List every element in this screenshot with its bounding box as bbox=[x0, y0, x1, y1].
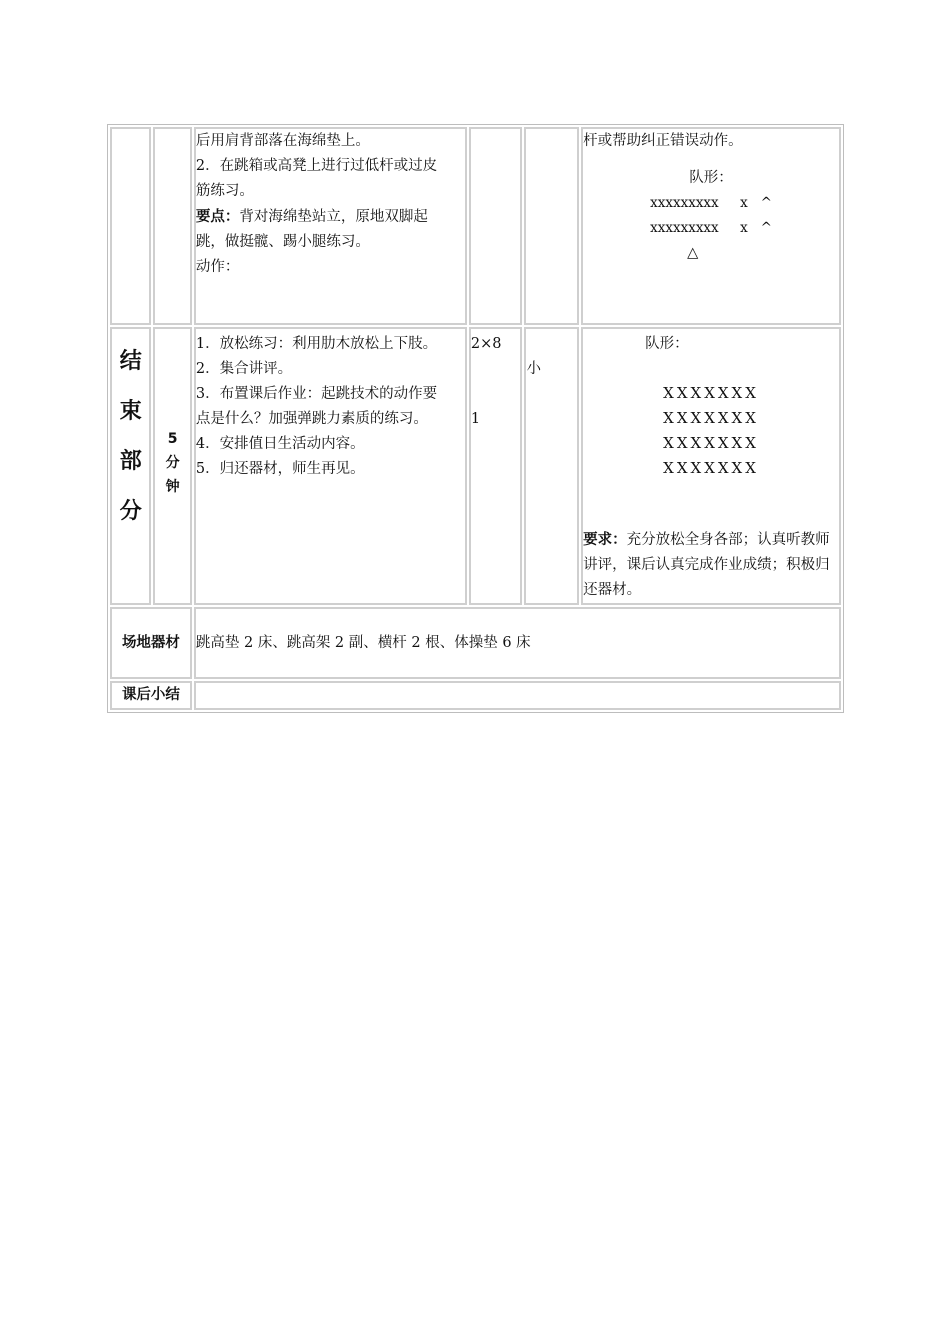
teacher-triangle-icon: △ bbox=[687, 245, 699, 261]
summary-cell[interactable] bbox=[194, 681, 841, 710]
formation-row: XXXXXXX bbox=[663, 409, 759, 427]
table-row-end-section bbox=[110, 327, 841, 605]
content-line: 跳，做挺髋、踢小腿练习。 bbox=[195, 234, 370, 250]
table-row-continued bbox=[110, 127, 841, 325]
lesson-plan-document bbox=[107, 124, 844, 713]
count-cell-empty bbox=[469, 127, 523, 325]
summary-label: 课后小结 bbox=[110, 681, 192, 710]
content-line: 2．在跳箱或高凳上进行过低杆或过皮 bbox=[195, 158, 438, 174]
organization-cell bbox=[581, 327, 841, 605]
content-line: 5．归还器材，师生再见。 bbox=[195, 461, 365, 477]
lesson-plan-table bbox=[107, 124, 844, 713]
count-cell bbox=[469, 327, 523, 605]
table-row-summary bbox=[110, 681, 841, 710]
content-line: 1．放松练习：利用肋木放松上下肢。 bbox=[195, 336, 438, 352]
content-cell bbox=[194, 327, 467, 605]
requirements-text: 充分放松全身各部；认真听教师讲评，课后认真完成作业成绩；积极归还器材。 bbox=[583, 532, 830, 598]
intensity-cell-empty bbox=[524, 127, 579, 325]
section-cell bbox=[110, 327, 151, 605]
action-label: 动作： bbox=[195, 259, 240, 275]
intensity-value: 小 bbox=[526, 361, 541, 377]
formation-row: XXXXXXX bbox=[663, 459, 759, 477]
content-line: 筋练习。 bbox=[195, 183, 254, 199]
content-line: 3．布置课后作业：起跳技术的动作要 bbox=[195, 386, 438, 402]
content-line: 后用肩背部落在海绵垫上。 bbox=[195, 133, 370, 149]
section-time: 5 分 钟 bbox=[165, 431, 180, 495]
requirements bbox=[583, 527, 839, 603]
time-cell-empty bbox=[153, 127, 191, 325]
content-line: 点是什么？加强弹跳力素质的练习。 bbox=[195, 411, 428, 427]
time-cell bbox=[153, 327, 191, 605]
equipment-label: 场地器材 bbox=[110, 607, 192, 679]
table-row-equipment bbox=[110, 607, 841, 679]
count-value-2: 1 bbox=[470, 411, 481, 427]
formation-row: XXXXXXX bbox=[663, 384, 759, 402]
content-line: 2．集合讲评。 bbox=[195, 361, 293, 377]
section-cell-empty bbox=[110, 127, 151, 325]
organization-cell bbox=[581, 127, 841, 325]
formation-label: 队形： bbox=[689, 170, 733, 186]
content-cell bbox=[194, 127, 467, 325]
equipment-text: 跳高垫 2 床、跳高架 2 副、横杆 2 根、体操垫 6 床 bbox=[195, 635, 531, 651]
formation-row: XXXXXXX bbox=[663, 434, 759, 452]
section-title: 结 束 部 分 bbox=[119, 349, 142, 524]
formation-row: xxxxxxxxx x ^ bbox=[650, 195, 772, 211]
content-line: 4．安排值日生活动内容。 bbox=[195, 436, 365, 452]
requirements-label: 要求： bbox=[583, 531, 627, 548]
key-points-label: 要点： bbox=[195, 208, 240, 225]
intensity-cell bbox=[524, 327, 579, 605]
formation-row: xxxxxxxxx x ^ bbox=[650, 220, 772, 236]
formation-label: 队形： bbox=[645, 336, 689, 352]
equipment-cell bbox=[194, 607, 841, 679]
count-value: 2×8 bbox=[470, 336, 502, 352]
key-points bbox=[196, 204, 465, 230]
key-points-text: 背对海绵垫站立，原地双脚起 bbox=[239, 209, 428, 225]
org-line: 杆或帮助纠正错误动作。 bbox=[583, 133, 743, 149]
